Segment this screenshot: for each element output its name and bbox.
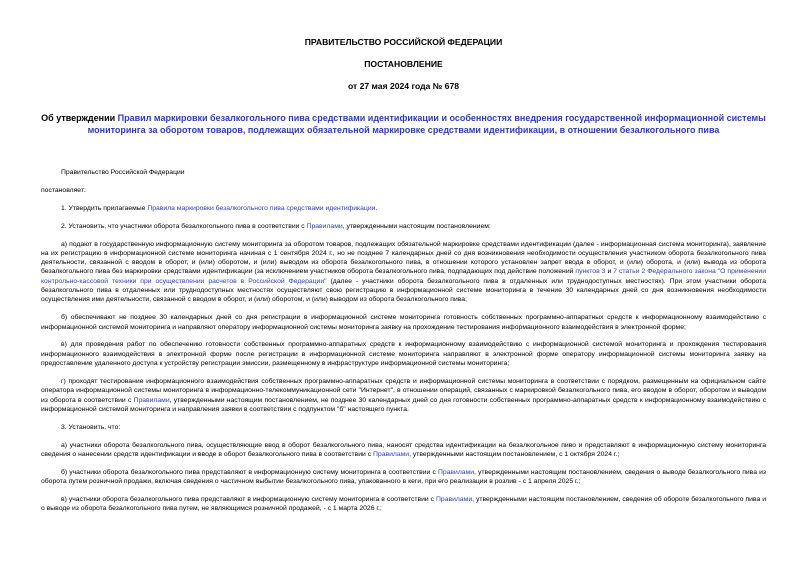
paragraph-2a	[41, 240, 766, 305]
paragraph-1-end: .	[375, 204, 378, 212]
rules-link[interactable]: Правила маркировки безалкогольного пива средствами идентификации	[147, 204, 376, 212]
paragraph-2a-mid: и	[605, 268, 614, 276]
paragraph-2a-end: (далее - участники оборота безалкогольного пива в отдаленных или труднодоступных местностях). При этом участники оборота безалкогольного пива в отдаленных или труднодоступных местностях осуществляют свою регистрацию в информационной системе мониторинга в течение 30 календарных дней со дня возникновения необходимости осуществления ими деятельности, связанной с вводом в оборот, и (или) оборотом, и (или) выводом из оборота безалкогольного пива;	[41, 277, 767, 304]
paragraph-3a-end: , утвержденными настоящим постановлением, с 1 октября 2024 г.;	[409, 450, 620, 458]
paragraph-3a-text: а) участники оборота безалкогольного пива, осуществляющие ввод в оборот безалкогольного пива, наносят средства идентификации на безалкогольное пиво и представляют в информационную систему мониторинга сведения о нанесении средств идентификации и вводе в оборот безалкогольного пива в соответствии с	[41, 441, 766, 458]
paragraph-2-text: 2. Установить, что участники оборота безалкогольного пива в соответствии с	[61, 222, 307, 230]
document-body	[41, 168, 766, 514]
title-prefix: Об утверждении	[41, 113, 118, 123]
paragraph-2	[41, 222, 766, 231]
document-title	[40, 112, 767, 136]
rules-link[interactable]: Правилами	[436, 495, 473, 503]
paragraph-2g-text: г) проходят тестирование информационного взаимодействия собственных программно-аппаратных средств и информационной системы мониторинга в соответствии с порядком, размещенным на официальном сайте оператора информационной системы мониторинга в информационно-телекоммуникационной сети "Интернет", в отношении операций, связанных с маркировкой безалкогольного пива, его вводом в оборот, оборотом и выводом из оборота в соответствии с	[41, 377, 766, 404]
rules-link[interactable]: Правилами	[133, 396, 170, 404]
paragraph-3a	[41, 441, 766, 460]
document-type: ПОСТАНОВЛЕНИЕ	[364, 59, 443, 69]
government-name: ПРАВИТЕЛЬСТВО РОССИЙСКОЙ ФЕДЕРАЦИИ	[304, 37, 503, 47]
paragraph-2b: б) обеспечивают не позднее 30 календарных дней со дня регистрации в информационной системе мониторинга готовность собственных программно-аппаратных средств к информационному взаимодействию с информационной системой мониторинга и направляют оператору информационной системы мониторинга заявку на прохождение тестирования информационного взаимодействия в электронной форме;	[41, 314, 766, 331]
decree-paragraph: постановляет:	[41, 186, 86, 194]
title-rules-link[interactable]: Правил маркировки безалкогольного пива средствами идентификации и особенностях внедрения государственной информационной системы мониторинга за оборотом товаров, подлежащих обязательной маркировке средствами идентификации, в отношении безалкогольного пива	[87, 113, 766, 135]
paragraph-3v-end: , утвержденными настоящим постановлением, сведения об обороте безалкогольного пива и о выводе из оборота безалкогольного пива путем, не являющимся розничной продажей, - с 1 марта 2026 г.;	[41, 495, 766, 513]
paragraph-3: 3. Установить, что:	[61, 423, 121, 431]
paragraph-2g-end: , утвержденными настоящим постановлением, не позднее 30 календарных дней со дня готовности собственных программно-аппаратных средств к информационному взаимодействию с информационной системой мониторинга и направления заявки в соответствии с подпунктом "б" настоящего пункта.	[41, 396, 766, 413]
federal-law-link[interactable]: 7 статьи 2 Федерального закона "О применении контрольно-кассовой техники при осуществлении расчетов в Российской Федерации"	[41, 268, 766, 285]
issuer-paragraph: Правительство Российской Федерации	[61, 169, 185, 176]
paragraph-2a-text: а) подают в государственную информационную систему мониторинга за оборотом товаров, подлежащих обязательной маркировке средствами идентификации (далее - информационная система мониторинга), заявление на их регистрацию в информационной системе мониторинга начиная с 1 сентября 2024 г., но не позднее 7 календарных дней со дня возникновения необходимости осуществления участником оборота безалкогольного пива деятельности, связанной с вводом в оборот, и (или) оборотом, и (или) выводом из оборота безалкогольного пива, в отношении которого установлен запрет ввода в оборот, и (или) оборота, и (или) вывода из оборота безалкогольного пива без маркировки средствами идентификации (за исключением участников оборота безалкогольного пива, подпадающих под действие положений	[41, 240, 766, 276]
paragraph-2v: в) для проведения работ по обеспечению готовности собственных программно-аппаратных средств к информационному взаимодействию с информационной системой мониторинга и прохождения тестирования информационного взаимодействия в электронной форме после регистрации в информационной системе мониторинга направляют в электронной форме оператору информационной системы мониторинга заявку на предоставление удаленного доступа к устройству регистрации эмиссии, размещенному в инфраструктуре информационной системы мониторинга;	[41, 341, 766, 368]
paragraph-1	[41, 204, 766, 213]
paragraph-3b-text: б) участники оборота безалкогольного пива представляют в информационную систему мониторинга в соответствии с	[61, 468, 438, 476]
rules-link[interactable]: Правилами	[306, 222, 343, 230]
rules-link[interactable]: Правилами	[373, 450, 410, 458]
paragraph-3v	[41, 495, 766, 514]
paragraph-3v-text: в) участники оборота безалкогольного пива представляют в информационную систему мониторинга в соответствии с	[61, 495, 437, 503]
paragraph-1-text: 1. Утвердить прилагаемые	[61, 204, 148, 212]
paragraph-2-end: , утвержденными настоящим постановлением:	[342, 222, 491, 230]
paragraph-3b-end: , утвержденными настоящим постановлением, сведения о выводе безалкогольного пива из оборота путем розничной продажи, включая сведения о частичном выбытии безалкогольного пива, упакованного в кеги, при его реализации в розлив - с 1 апреля 2025 г.;	[41, 468, 766, 486]
document-date-number: от 27 мая 2024 года № 678	[347, 81, 460, 91]
paragraph-3b	[41, 468, 766, 487]
paragraph-2g	[41, 377, 766, 414]
rules-link[interactable]: Правилами	[437, 468, 475, 476]
law-point-3-link[interactable]: пунктов 3	[575, 268, 606, 276]
